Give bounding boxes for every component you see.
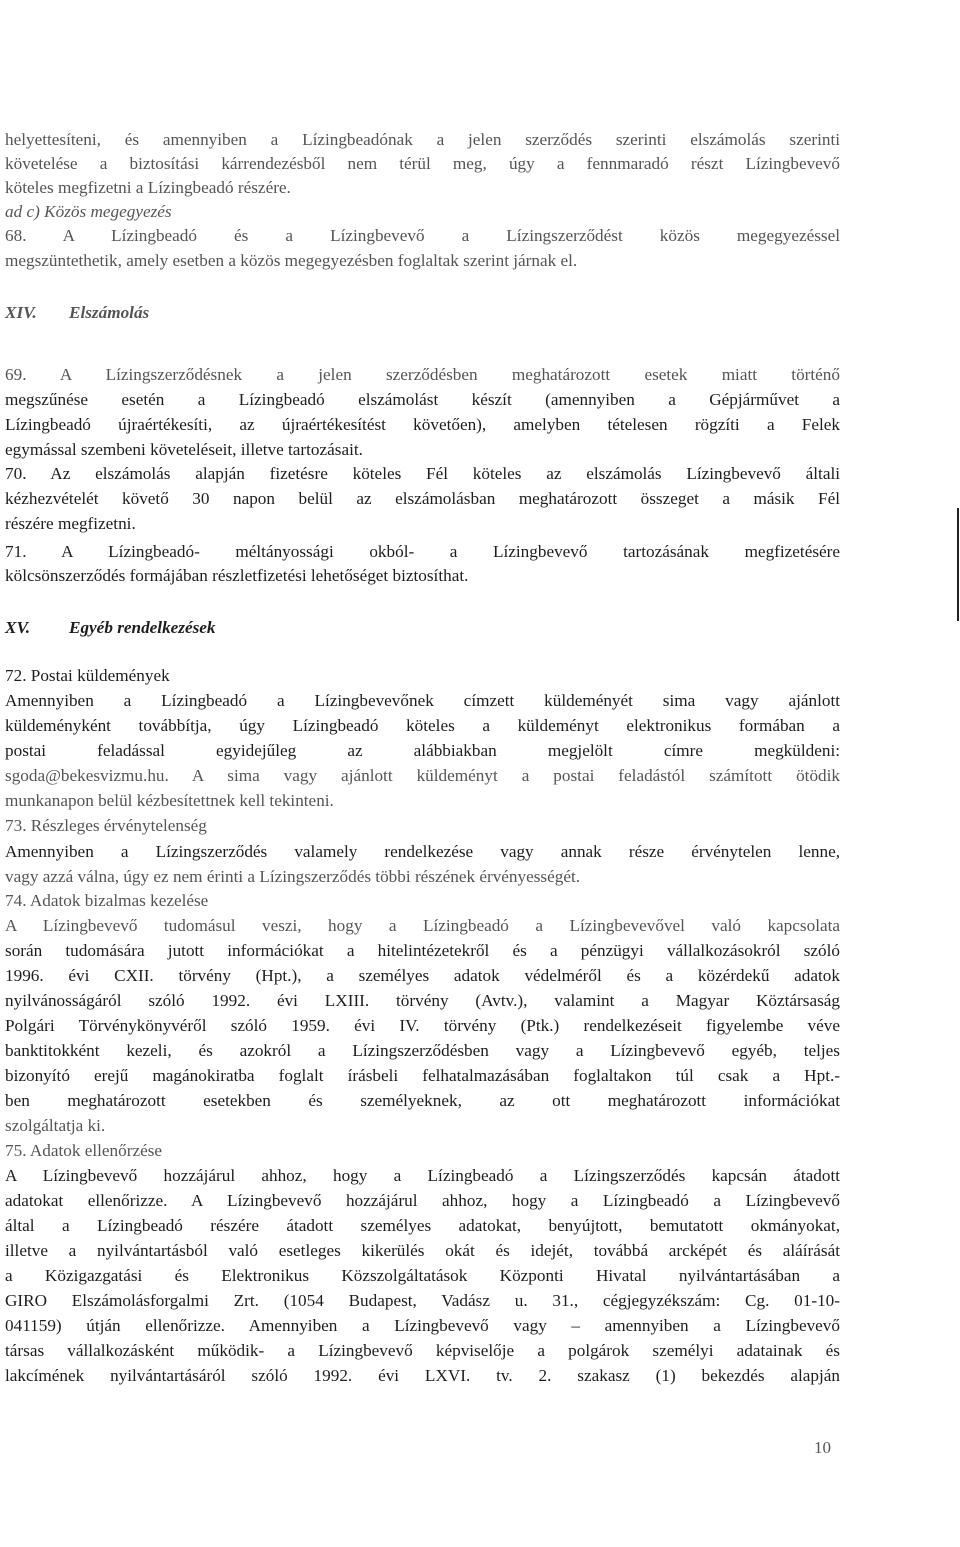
body-line: Lízingbeadó újraértékesíti, az újraértékesítést követően), amelyben tételesen rögzíti a Felek [5, 415, 840, 434]
body-line: 71. A Lízingbeadó- méltányossági okból- a Lízingbevevő tartozásának megfizetésére [5, 542, 840, 561]
body-line: küldeményként továbbítja, úgy Lízingbeadó köteles a küldeményt elektronikus formában a [5, 716, 840, 735]
body-line: postai feladással egyidejűleg az alábbiakban megjelölt címre megküldeni: [5, 741, 840, 760]
body-line: által a Lízingbeadó részére átadott személyes adatokat, benyújtott, bemutatott okmányokat, [5, 1216, 840, 1235]
section-title: Egyéb rendelkezések [69, 618, 216, 637]
body-line: adatokat ellenőrizze. A Lízingbevevő hozzájárul ahhoz, hogy a Lízingbeadó a Lízingbevevő [5, 1191, 840, 1210]
body-line: munkanapon belül kézbesítettnek kell tekinteni. [5, 791, 334, 810]
body-line: kézhezvételét követő 30 napon belül az elszámolásban meghatározott összeget a másik Fél [5, 489, 840, 508]
section-number: XIV. [5, 303, 37, 322]
body-line: nyilvánosságáról szóló 1992. évi LXIII. törvény (Avtv.), valamint a Magyar Köztársaság [5, 991, 840, 1010]
page-number: 10 [814, 1438, 831, 1457]
body-line: 69. A Lízingszerződésnek a jelen szerződésben meghatározott esetek miatt történő [5, 365, 840, 384]
body-line: lakcímének nyilvántartásáról szóló 1992. évi LXVI. tv. 2. szakasz (1) bekezdés alapján [5, 1366, 840, 1385]
body-line: vagy azzá válna, úgy ez nem érinti a Lízingszerződés többi részének érvényességét. [5, 867, 581, 886]
clause-title: 75. Adatok ellenőrzése [5, 1141, 163, 1160]
body-line: 68. A Lízingbeadó és a Lízingbevevő a Lízingszerződést közös megegyezéssel [5, 226, 840, 245]
body-line: során tudomására jutott információkat a hitelintézetekről és a pénzügyi vállalkozásokról szóló [5, 941, 840, 960]
body-line: 1996. évi CXII. törvény (Hpt.), a személyes adatok védelméről és a közérdekű adatok [5, 966, 840, 985]
section-heading-xv [5, 616, 216, 640]
body-line: bizonyító erejű magánokiratba foglalt írásbeli felhatalmazásában foglaltakon túl csak a Hpt.- [5, 1066, 840, 1085]
body-line: Amennyiben a Lízingbeadó a Lízingbevevőnek címzett küldeményét sima vagy ajánlott [5, 691, 840, 710]
body-line: Amennyiben a Lízingszerződés valamely rendelkezése vagy annak része érvénytelen lenne, [5, 842, 840, 861]
body-line-email: sgoda@bekesvizmu.hu. A sima vagy ajánlott küldeményt a postai feladástól számított ötödik [5, 766, 840, 785]
clause-title: 72. Postai küldemények [5, 666, 170, 685]
body-line: követelése a biztosítási kárrendezésből nem térül meg, úgy a fennmaradó részt Lízingbevevő [5, 154, 840, 173]
body-line: A Lízingbevevő hozzájárul ahhoz, hogy a Lízingbeadó a Lízingszerződés kapcsán átadott [5, 1166, 840, 1185]
clause-title: 73. Részleges érvénytelenség [5, 816, 207, 835]
body-line: Polgári Törvénykönyvéről szóló 1959. évi IV. törvény (Ptk.) rendelkezéseit figyelembe véve [5, 1016, 840, 1035]
body-line: illetve a nyilvántartásból való esetleges kikerülés okát és idejét, továbbá arcképét és aláírását [5, 1241, 840, 1260]
body-line: egymással szembeni követeléseit, illetve tartozásait. [5, 440, 363, 459]
body-line: részére megfizetni. [5, 514, 136, 533]
body-line: 70. Az elszámolás alapján fizetésre köteles Fél köteles az elszámolás Lízingbevevő általi [5, 464, 840, 483]
body-line: banktitokként kezeli, és azokról a Lízingszerződésben vagy a Lízingbevevő egyéb, teljes [5, 1041, 840, 1060]
section-number: XV. [5, 618, 31, 637]
body-line: köteles megfizetni a Lízingbeadó részére. [5, 178, 291, 197]
body-line: GIRO Elszámolásforgalmi Zrt. (1054 Budapest, Vadász u. 31., cégjegyzékszám: Cg. 01-10- [5, 1291, 840, 1310]
body-line: a Közigazgatási és Elektronikus Közszolgáltatások Központi Hivatal nyilvántartásában a [5, 1266, 840, 1285]
section-heading-xiv [5, 301, 149, 325]
subheading-ad-c: ad c) Közös megegyezés [5, 202, 172, 221]
body-line: kölcsönszerződés formájában részletfizetési lehetőséget biztosíthat. [5, 566, 469, 585]
body-line: A Lízingbevevő tudomásul veszi, hogy a Lízingbeadó a Lízingbevevővel való kapcsolata [5, 916, 840, 935]
body-line: szolgáltatja ki. [5, 1116, 106, 1135]
margin-mark [957, 508, 959, 621]
body-line: ben meghatározott esetekben és személyeknek, az ott meghatározott információkat [5, 1091, 840, 1110]
body-line: megszüntethetik, amely esetben a közös megegyezésben foglaltak szerint járnak el. [5, 251, 578, 270]
body-line: 041159) útján ellenőrizze. Amennyiben a Lízingbevevő vagy – amennyiben a Lízingbevevő [5, 1316, 840, 1335]
body-line: társas vállalkozásként működik- a Lízingbevevő képviselője a polgárok személyi adatainak és [5, 1341, 840, 1360]
body-line: helyettesíteni, és amennyiben a Lízingbeadónak a jelen szerződés szerinti elszámolás szerinti [5, 130, 840, 149]
body-line: megszűnése esetén a Lízingbeadó elszámolást készít (amennyiben a Gépjárművet a [5, 390, 840, 409]
clause-title: 74. Adatok bizalmas kezelése [5, 891, 209, 910]
section-title: Elszámolás [69, 303, 150, 322]
